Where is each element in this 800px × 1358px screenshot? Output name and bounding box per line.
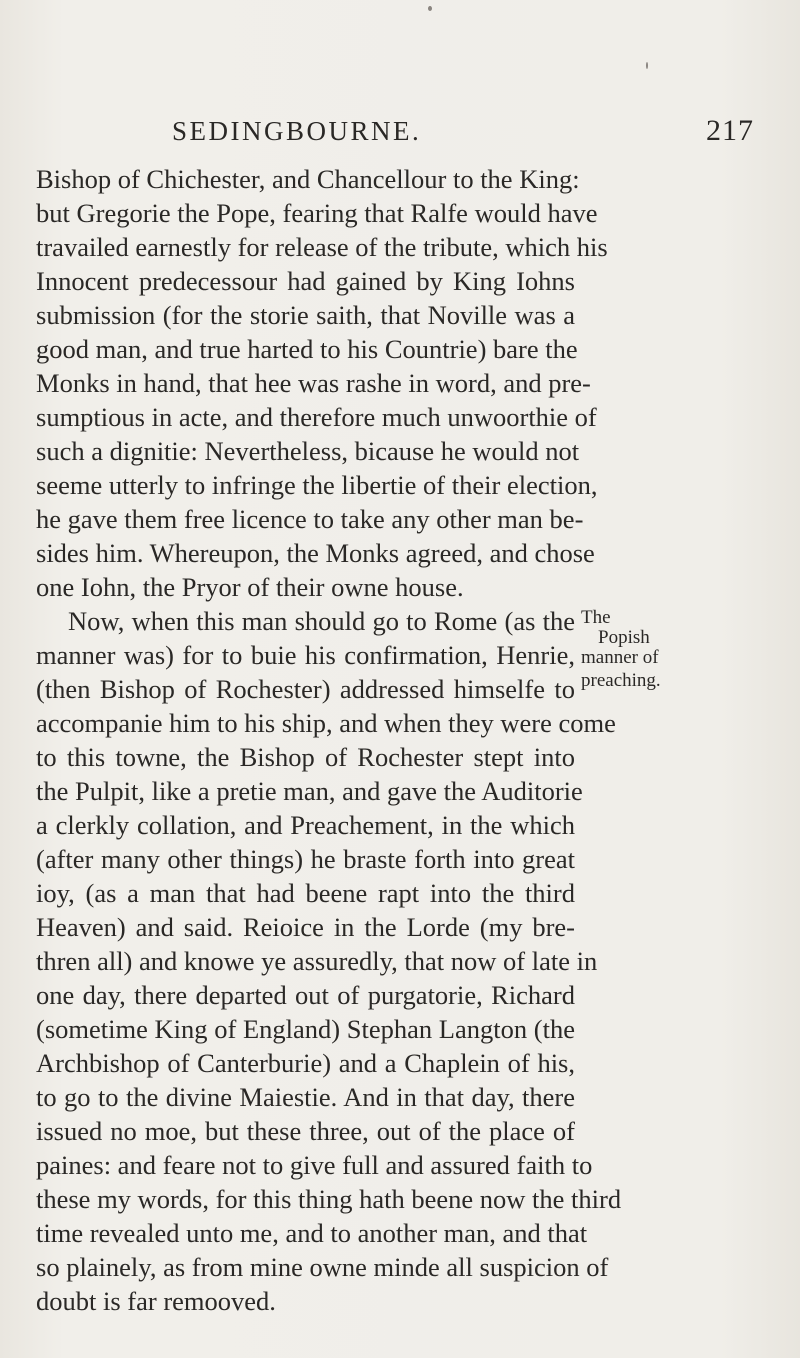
text-line: ioy, (as a man that had beene rapt into the third <box>36 878 575 908</box>
text-line: seeme utterly to infringe the libertie of their election, <box>36 470 598 500</box>
text-line: good man, and true harted to his Countrie) bare the <box>36 334 578 364</box>
text-line: a clerkly collation, and Preachement, in the which <box>36 810 575 840</box>
text-line: so plainely, as from mine owne minde all suspicion of <box>36 1252 609 1282</box>
text-line: accompanie him to his ship, and when they were come <box>36 708 616 738</box>
text-line: time revealed unto me, and to another man, and that <box>36 1218 588 1248</box>
text-line: the Pulpit, like a pretie man, and gave the Auditorie <box>36 776 583 806</box>
margin-note-line: The <box>581 607 611 628</box>
text-line: paines: and feare not to give full and assured faith to <box>36 1150 593 1180</box>
text-line: he gave them free licence to take any other man be- <box>36 504 584 534</box>
text-line: such a dignitie: Nevertheless, bicause he would not <box>36 436 580 466</box>
text-line: issued no moe, but these three, out of the place of <box>36 1116 575 1146</box>
text-line: (sometime King of England) Stephan Langton (the <box>36 1014 575 1044</box>
text-line: but Gregorie the Pope, fearing that Ralfe would have <box>36 198 598 228</box>
text-line: one day, there departed out of purgatorie, Richard <box>36 980 575 1010</box>
text-line: Heaven) and said. Reioice in the Lorde (my bre- <box>36 912 575 942</box>
text-line: travailed earnestly for release of the tribute, which his <box>36 232 608 262</box>
text-line: (then Bishop of Rochester) addressed himselfe to <box>36 674 575 704</box>
paper-speck <box>428 6 432 11</box>
text-line: Archbishop of Canterburie) and a Chaplein of his, <box>36 1048 575 1078</box>
running-head-title: SEDINGBOURNE. <box>172 116 422 146</box>
text-line: Monks in hand, that hee was rashe in word, and pre- <box>36 368 591 398</box>
text-line: these my words, for this thing hath beene now the third <box>36 1184 622 1214</box>
text-line: submission (for the storie saith, that Noville was a <box>36 300 575 330</box>
text-line: one Iohn, the Pryor of their owne house. <box>36 572 464 602</box>
text-line: doubt is far remooved. <box>36 1286 276 1316</box>
margin-note-line: Popish <box>598 627 650 648</box>
margin-note-line: manner of <box>581 647 659 668</box>
text-line: Now, when this man should go to Rome (as the <box>68 606 575 636</box>
text-line: Bishop of Chichester, and Chancellour to the King: <box>36 164 580 194</box>
text-line: manner was) for to buie his confirmation, Henrie, <box>36 640 575 670</box>
paper-speck <box>646 62 648 69</box>
margin-note-line: preaching. <box>581 670 661 691</box>
page-number: 217 <box>706 114 754 147</box>
text-line: sumptious in acte, and therefore much unwoorthie of <box>36 402 597 432</box>
text-line: thren all) and knowe ye assuredly, that now of late in <box>36 946 598 976</box>
text-line: to this towne, the Bishop of Rochester stept into <box>36 742 575 772</box>
text-line: sides him. Whereupon, the Monks agreed, and chose <box>36 538 595 568</box>
text-line: to go to the divine Maiestie. And in that day, there <box>36 1082 575 1112</box>
text-line: Innocent predecessour had gained by King Iohns <box>36 266 575 296</box>
text-line: (after many other things) he braste forth into great <box>36 844 575 874</box>
